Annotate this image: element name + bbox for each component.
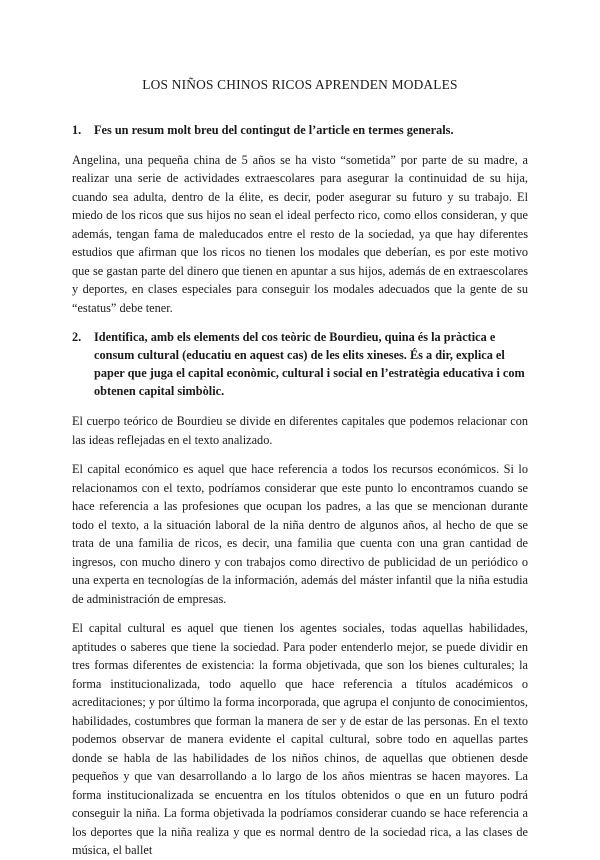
question-1 bbox=[72, 121, 528, 139]
cultural-capital-paragraph: El capital cultural es aquel que tienen los agentes sociales, todas aquellas habilidades, aptitudes o saberes que tiene la sociedad. Para poder entenderlo mejor, se puede dividir en tres formas diferentes de existencia: la forma objetivada, que son los bienes culturales; la forma institucionalizada, todo aquello que hace referencia a títulos académicos o acreditaciones; y por último la forma incorporada, que agrupa el conjunto de conocimientos, habilidades, costumbres que forman la manera de ser y de estar de las personas. En el texto podemos observar de manera evidente el capital cultural, sobre todo en aquellas partes donde se habla de las habilidades de los niños chinos, de aquellas que obtienen desde pequeños y que van desarrollando a lo largo de los años mientras se hacen mayores. La forma institucionalizada se encuentra en los títulos obtenidos o que en un futuro podrá conseguir la niña. La forma objetivada la podríamos considerar cuando se hace referencia a los deportes que la niña realiza y que es normal dentro de la sociedad rica, a las clases de música, el ballet bbox=[72, 621, 528, 857]
bourdieu-intro-paragraph: El cuerpo teórico de Bourdieu se divide en diferentes capitales que podemos relacionar con las ideas reflejadas en el texto analizado. bbox=[72, 414, 528, 447]
question-2-text: Identifica, amb els elements del cos teòric de Bourdieu, quina és la pràctica e consum cultural (educatiu en aquest cas) de les elits xineses. És a dir, explica el paper que juga el capital econòmic, cultural i social en l’estratègia educativa i com obtenen capital simbòlic. bbox=[94, 330, 525, 398]
document-title: LOS NIÑOS CHINOS RICOS APRENDEN MODALES bbox=[142, 77, 458, 92]
economic-capital-paragraph: El capital económico es aquel que hace referencia a todos los recursos económicos. Si lo relacionamos con el texto, podríamos considerar que este punto lo encontramos cuando se hace referencia a las profesiones que ocupan los padres, a las que se mencionan durante todo el texto, a la situación laboral de la niña dentro de algunos años, al hecho de que se trata de una familia de ricos, es decir, una familia que cuenta con una gran cantidad de ingresos, con mucho dinero y con trabajos como directivo de publicidad de un periódico o una experta en tecnologías de la información, además del máster infantil que la niña estudia de administración de empresas. bbox=[72, 462, 528, 606]
question-1-text: Fes un resum molt breu del contingut de l’article en termes generals. bbox=[94, 122, 454, 137]
summary-paragraph: Angelina, una pequeña china de 5 años se ha visto “sometida” por parte de su madre, a realizar una serie de actividades extraescolares para asegurar la continuidad de su hija, cuando sea adulta, dentro de la élite, es decir, poder asegurar su futuro y su trabajo. El miedo de los ricos que sus hijos no sean el ideal perfecto rico, como ellos consideran, y que además, tengan fama de maleducados entre el resto de la sociedad, ya que hay diferentes estudios que afirman que los ricos no tienen los modales que deberían, es por este motivo que se gastan parte del dinero que tienen en apuntar a sus hijos, además de en extraescolares y deportes, en clases especiales para conseguir los modales adecuados que la gente de su “estatus” debe tener. bbox=[72, 152, 528, 315]
question-2 bbox=[72, 328, 528, 400]
question-2-number: 2. bbox=[72, 330, 82, 344]
question-1-number: 1. bbox=[72, 122, 82, 137]
